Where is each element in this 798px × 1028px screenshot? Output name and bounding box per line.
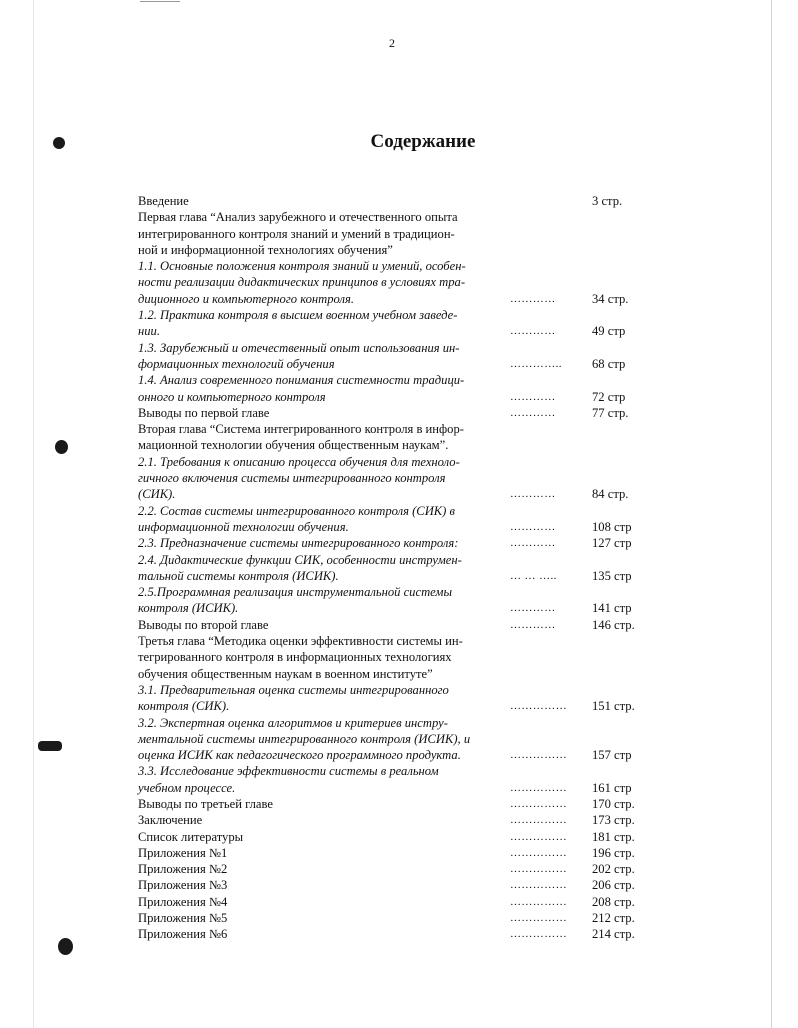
toc-entry-page: 3 стр. (592, 194, 623, 208)
toc-entry-line: контроля (СИК). (138, 699, 230, 714)
toc-entry-line: ментальной системы интегрированного контроля (ИСИК), и (138, 731, 471, 746)
toc-entry (138, 372, 658, 405)
toc-entry-page: 77 стр. (592, 405, 629, 420)
toc-entry-page: 212 стр. (592, 911, 635, 926)
toc-entry-title (138, 894, 510, 910)
toc-entry-line: Список литературы (138, 829, 244, 844)
toc-entry-leader: ………… (510, 390, 556, 403)
toc-entry-line: Выводы по первой главе (138, 405, 270, 420)
toc-entry-line: 3.2. Экспертная оценка алгоритмов и критериев инстру- (138, 715, 448, 730)
toc-entry-page: 157 стр (592, 748, 632, 763)
table-of-contents (138, 193, 658, 943)
toc-entry (138, 535, 658, 551)
toc-entry-line: 3.1. Предварительная оценка системы интегрированного (138, 682, 449, 697)
toc-entry (138, 584, 658, 617)
toc-entry-page: 196 стр. (592, 845, 635, 860)
scan-blot (58, 938, 73, 955)
toc-entry-line: интегрированного контроля знаний и умений в традицион- (138, 226, 455, 241)
toc-entry-line: Приложения №3 (138, 878, 228, 893)
toc-entry-line: обучения общественным наукам в военном институте” (138, 666, 433, 681)
toc-entry-leader: …………… (510, 846, 567, 859)
toc-entry-line: нии. (138, 324, 160, 339)
toc-entry-line: диционного и компьютерного контроля. (138, 291, 355, 306)
toc-entry-leader: …………… (510, 700, 567, 713)
toc-entry-title (138, 926, 510, 942)
toc-entry-title (138, 503, 510, 536)
toc-entry-leader: …………… (510, 863, 567, 876)
toc-entry (138, 503, 658, 536)
toc-entry-page: 108 стр (592, 519, 632, 534)
toc-entry-line: мационной технологии обучения общественным наукам”. (138, 438, 449, 453)
toc-entry-title (138, 209, 510, 258)
toc-entry-line: контроля (ИСИК). (138, 601, 239, 616)
toc-entry-leader: …………… (510, 928, 567, 941)
toc-entry-title (138, 584, 510, 617)
toc-entry-leader: …………… (510, 912, 567, 925)
toc-entry-line: ности реализации дидактических принципов в условиях тра- (138, 275, 466, 290)
toc-entry (138, 307, 658, 340)
toc-entry-line: 1.4. Анализ современного понимания системности традици- (138, 373, 465, 388)
toc-entry-line: Первая глава “Анализ зарубежного и отечественного опыта (138, 210, 458, 225)
toc-entry-page: 146 стр. (592, 617, 635, 632)
toc-entry-leader: … … ….. (510, 569, 557, 582)
toc-entry-line: 1.1. Основные положения контроля знаний и умений, особен- (138, 259, 466, 274)
toc-entry-line: 2.2. Состав системы интегрированного контроля (СИК) в (138, 503, 455, 518)
toc-entry-page: 208 стр. (592, 894, 635, 909)
toc-entry-leader: ………… (510, 618, 556, 631)
toc-entry-line: Приложения №2 (138, 862, 228, 877)
toc-entry-leader: ………… (510, 520, 556, 533)
toc-entry-title (138, 193, 510, 209)
toc-entry-title (138, 796, 510, 812)
toc-entry-line: онного и компьютерного контроля (138, 389, 326, 404)
toc-entry-leader: ………… (510, 537, 556, 550)
toc-entry-page: 84 стр. (592, 487, 629, 502)
toc-entry (138, 796, 658, 812)
toc-entry-title (138, 682, 510, 715)
toc-entry-line: Заключение (138, 813, 203, 828)
toc-entry-line: Выводы по второй главе (138, 617, 269, 632)
toc-entry-title (138, 372, 510, 405)
toc-entry-title (138, 763, 510, 796)
toc-entry-title (138, 633, 510, 682)
toc-entry-line: 1.2. Практика контроля в высшем военном учебном заведе- (138, 308, 458, 323)
page-number: 2 (389, 36, 395, 50)
toc-entry (138, 812, 658, 828)
toc-entry-page: 170 стр. (592, 796, 635, 811)
toc-entry-page: 127 стр (592, 536, 632, 551)
toc-entry (138, 454, 658, 503)
toc-entry-line: 2.3. Предназначение системы интегрированного контроля: (138, 536, 459, 551)
toc-entry-page: 49 стр (592, 324, 626, 339)
toc-entry (138, 552, 658, 585)
scan-blot (55, 440, 68, 454)
toc-entry-page: 161 стр (592, 780, 632, 795)
toc-entry-line: Вторая глава “Система интегрированного контроля в инфор- (138, 422, 464, 437)
scan-blot (38, 741, 62, 751)
toc-entry (138, 763, 658, 796)
toc-entry (138, 682, 658, 715)
toc-entry (138, 258, 658, 307)
scan-edge-line (771, 0, 772, 1028)
toc-entry-page: 214 стр. (592, 927, 635, 942)
toc-entry (138, 209, 658, 258)
toc-entry-title (138, 405, 510, 421)
toc-entry (138, 877, 658, 893)
toc-entry-line: 3.3. Исследование эффективности системы в реальном (138, 764, 439, 779)
toc-entry-line: Приложения №1 (138, 845, 228, 860)
toc-entry-page: 202 стр. (592, 862, 635, 877)
toc-entry-line: информационной технологии обучения. (138, 519, 349, 534)
toc-entry (138, 845, 658, 861)
toc-entry (138, 405, 658, 421)
toc-entry-line: Введение (138, 194, 189, 208)
toc-entry-line: тальной системы контроля (ИСИК). (138, 568, 339, 583)
toc-entry-leader: ………… (510, 406, 556, 419)
toc-entry-leader: …………… (510, 830, 567, 843)
toc-entry-line: тегрированного контроля в информационных технологиях (138, 650, 452, 665)
toc-entry-line: оценка ИСИК как педагогического программного продукта. (138, 748, 461, 763)
toc-entry-page: 206 стр. (592, 878, 635, 893)
toc-entry-leader: ………….. (510, 357, 562, 370)
toc-entry-line: Приложения №5 (138, 911, 228, 926)
toc-entry-line: Выводы по третьей главе (138, 796, 273, 811)
toc-entry-leader: …………… (510, 781, 567, 794)
toc-entry-leader: ………… (510, 292, 556, 305)
toc-entry-page: 141 стр (592, 601, 632, 616)
toc-entry-leader: ………… (510, 325, 556, 338)
toc-entry-title (138, 552, 510, 585)
toc-entry-page: 72 стр (592, 389, 626, 404)
scan-edge-line (140, 1, 180, 2)
toc-entry-leader: ………… (510, 488, 556, 501)
toc-entry-title (138, 535, 510, 551)
toc-entry-title (138, 715, 510, 764)
toc-entry-page: 34 стр. (592, 291, 629, 306)
toc-entry-leader: …………… (510, 814, 567, 827)
toc-entry-title (138, 454, 510, 503)
toc-entry (138, 193, 658, 209)
toc-entry-leader: …………… (510, 749, 567, 762)
toc-entry (138, 617, 658, 633)
toc-entry-page: 173 стр. (592, 813, 635, 828)
toc-entry (138, 829, 658, 845)
toc-entry-line: ной и информационной технологиях обучения” (138, 242, 393, 257)
toc-entry-leader: …………… (510, 879, 567, 892)
toc-entry (138, 894, 658, 910)
toc-entry-title (138, 307, 510, 340)
toc-entry-title (138, 910, 510, 926)
toc-entry-line: формационных технологий обучения (138, 356, 335, 371)
toc-entry-line: 2.1. Требования к описанию процесса обучения для техноло- (138, 454, 460, 469)
toc-entry-page: 181 стр. (592, 829, 635, 844)
toc-entry-page: 68 стр (592, 356, 626, 371)
toc-entry (138, 340, 658, 373)
toc-entry-title (138, 421, 510, 454)
toc-entry-line: Приложения №6 (138, 927, 228, 942)
toc-entry-line: Третья глава “Методика оценки эффективности системы ин- (138, 634, 463, 649)
toc-entry (138, 861, 658, 877)
toc-entry (138, 715, 658, 764)
toc-entry-title (138, 861, 510, 877)
toc-entry-leader: ………… (510, 602, 556, 615)
toc-entry-title (138, 829, 510, 845)
toc-entry-title (138, 617, 510, 633)
toc-entry-line: 2.5.Программная реализация инструментальной системы (138, 585, 453, 600)
toc-entry (138, 910, 658, 926)
toc-entry-line: Приложения №4 (138, 894, 228, 909)
scan-edge-line (33, 0, 34, 1028)
toc-entry (138, 633, 658, 682)
toc-entry-page: 135 стр (592, 568, 632, 583)
toc-entry-line: учебном процессе. (138, 780, 236, 795)
toc-entry-title (138, 340, 510, 373)
toc-entry-title (138, 258, 510, 307)
toc-entry-line: (СИК). (138, 487, 176, 502)
toc-entry-line: 2.4. Дидактические функции СИК, особенности инструмен- (138, 552, 462, 567)
toc-entry-title (138, 845, 510, 861)
toc-entry-title (138, 877, 510, 893)
page-title: Содержание (370, 131, 476, 152)
toc-entry-title (138, 812, 510, 828)
toc-entry-page: 151 стр. (592, 699, 635, 714)
toc-entry-line: гичного включения системы интегрированного контроля (138, 471, 446, 486)
toc-entry-leader: …………… (510, 895, 567, 908)
toc-entry (138, 926, 658, 942)
toc-entry (138, 421, 658, 454)
toc-entry-line: 1.3. Зарубежный и отечественный опыт использования ин- (138, 340, 460, 355)
toc-entry-leader: …………… (510, 797, 567, 810)
